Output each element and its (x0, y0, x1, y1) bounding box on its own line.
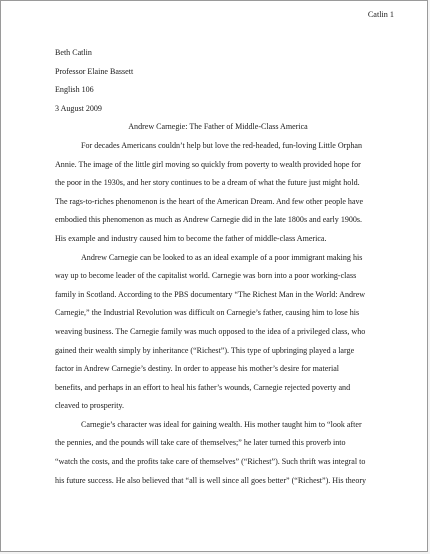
paragraph-line: For decades Americans couldn’t help but love the red-headed, fun-loving Little Orphan (81, 140, 362, 150)
paragraph-line: gained their wealth simply by inheritance (“Richest”). This type of upbringing played a large (55, 345, 355, 355)
paragraph-line: weaving business. The Carnegie family was much opposed to the idea of a privileged class, who (55, 326, 366, 336)
course-name: English 106 (55, 85, 94, 95)
paragraph-2 (55, 249, 381, 416)
essay-title: Andrew Carnegie: The Father of Middle-Class America (128, 122, 308, 132)
paragraph-3 (55, 416, 381, 490)
paragraph-line: “watch the costs, and the profits take care of themselves” (“Richest”). Such thrift was integral to (55, 457, 366, 467)
paragraph-line: The rags-to-riches phenomenon is the heart of the American Dream. And few other people have (55, 196, 364, 206)
paragraph-line: the poor in the 1930s, and her story continues to be a dream of what the future just might hold. (55, 178, 360, 188)
instructor-name: Professor Elaine Bassett (55, 66, 134, 76)
paragraph-line: cleaved to prosperity. (55, 401, 124, 411)
essay-date: 3 August 2009 (55, 103, 102, 113)
student-name: Beth Catlin (55, 48, 92, 57)
paragraph-line: his future success. He also believed that “all is well since all goes better” (“Richest”). His theory (55, 475, 367, 485)
paragraph-line: family in Scotland. According to the PBS documentary “The Richest Man in the World: Andrew (55, 289, 366, 299)
essay-body (55, 44, 381, 490)
paragraph-line: Carnegie’s character was ideal for gaining wealth. His mother taught him to “look after (81, 419, 362, 429)
paragraph-line: factor in Andrew Carnegie’s destiny. In order to appease his mother’s desire for material (55, 364, 340, 374)
paragraph-line: Andrew Carnegie can be looked to as an ideal example of a poor immigrant making his (81, 252, 363, 262)
paragraph-line: benefits, and perhaps in an effort to heal his father’s wounds, Carnegie rejected poverty and (55, 382, 351, 392)
paragraph-line: Annie. The image of the little girl moving so quickly from poverty to wealth provided hope for (55, 159, 361, 169)
paragraph-line: Carnegie,” the Industrial Revolution was difficult on Carnegie’s father, causing him to lose his (55, 308, 360, 318)
paragraph-line: His example and industry caused him to become the father of middle-class America. (55, 233, 327, 243)
paragraph-line: way up to become leader of the capitalist world. Carnegie was born into a poor working-class (55, 271, 357, 281)
paragraph-1 (55, 137, 381, 249)
running-head: Catlin 1 (367, 10, 394, 19)
paragraph-line: embodied this phenomenon as much as Andrew Carnegie did in the late 1800s and early 1900s. (55, 215, 363, 225)
paragraph-line: the pennies, and the pounds will take care of themselves;” he later turned this proverb into (55, 438, 346, 448)
